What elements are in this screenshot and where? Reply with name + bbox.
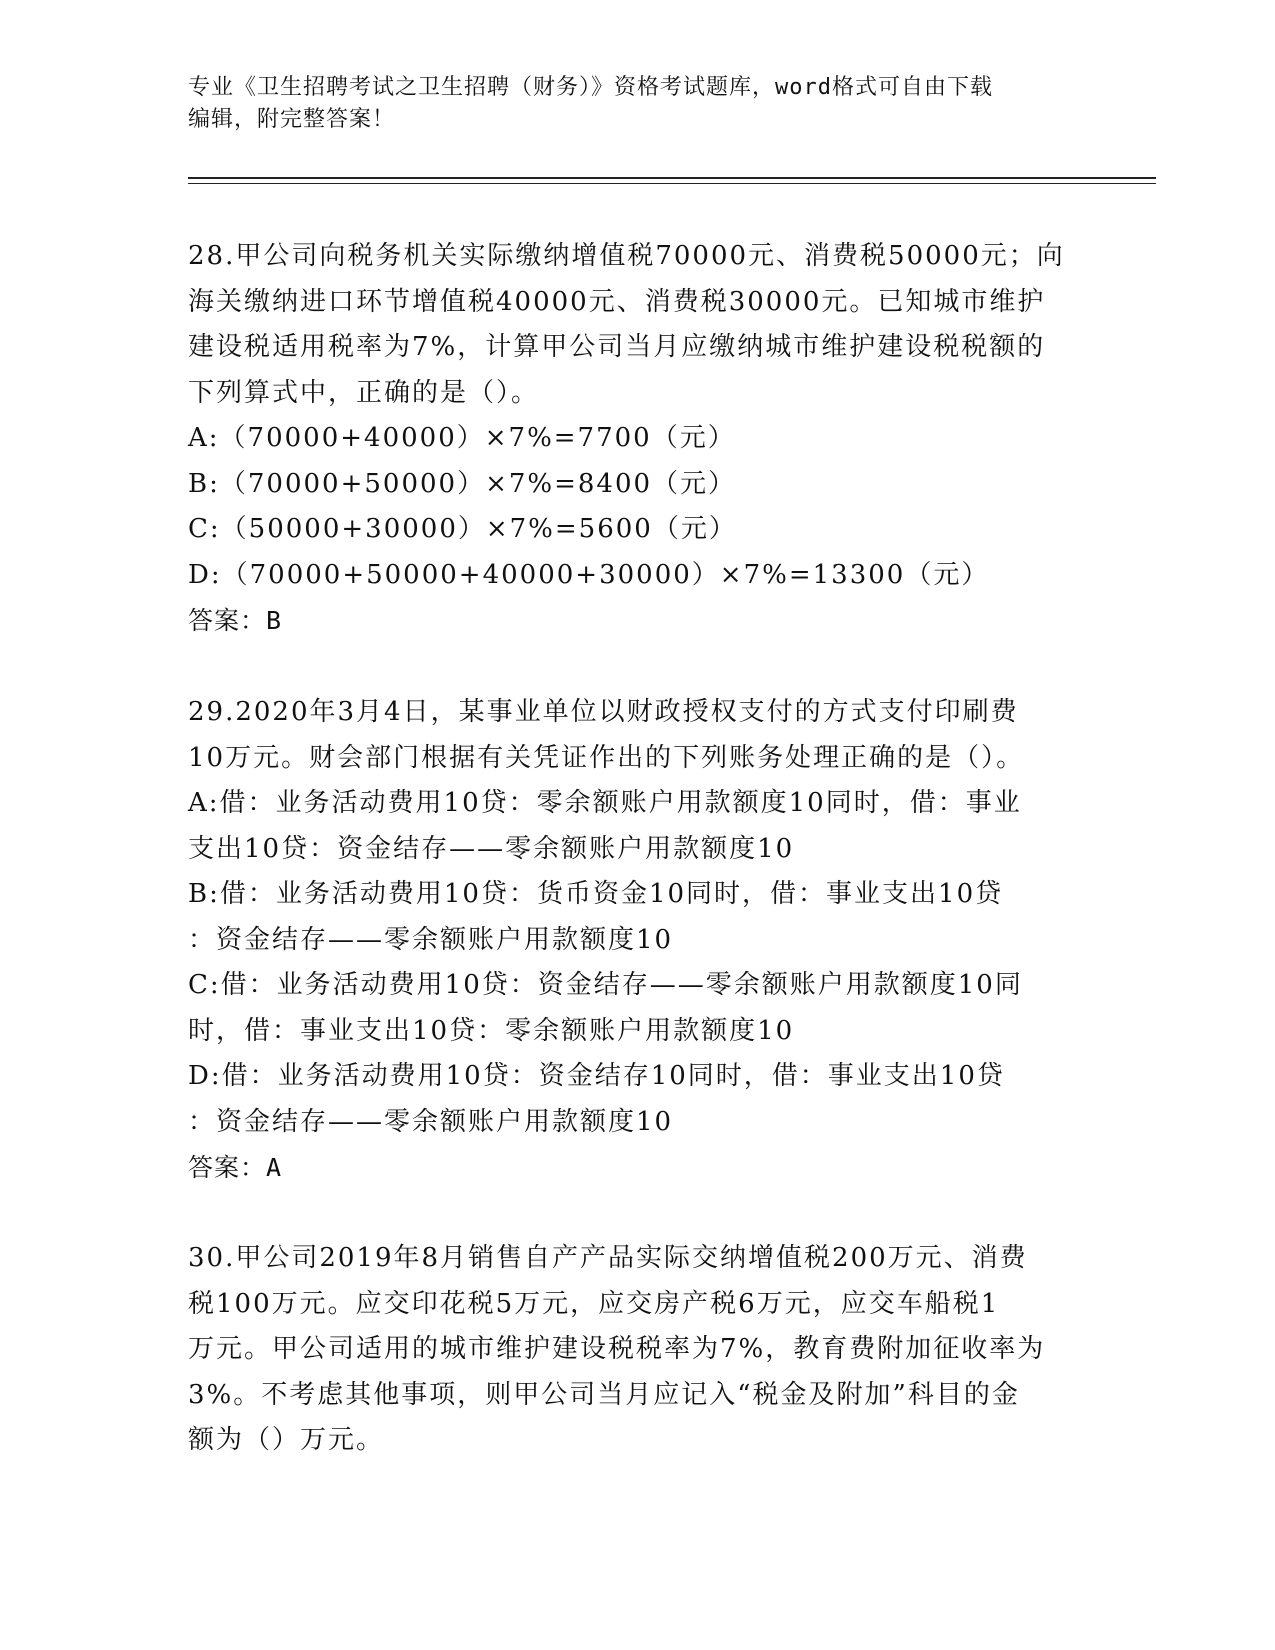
header-line: 专业《卫生招聘考试之卫生招聘（财务）》资格考试题库，word格式可自由下载 [188, 75, 993, 100]
option-d: D:（70000+50000+40000+30000）×7%=13300（元） [188, 559, 990, 590]
option-line: D:借：业务活动费用10贷：资金结存10同时，借：事业支出10贷 [188, 1061, 1005, 1091]
option-a: A:（70000+40000）×7%=7700（元） [188, 423, 736, 453]
question-stem-line: 29.2020年3月4日，某事业单位以财政授权支付的方式支付印刷费 [188, 697, 1019, 727]
option-b: B:（70000+50000）×7%=8400（元） [188, 468, 737, 499]
question-28 [188, 234, 1088, 644]
question-30 [188, 1236, 1088, 1464]
answer-line: 答案：A [188, 1153, 283, 1182]
question-29 [188, 690, 1088, 1191]
option-line: 时，借：事业支出10贷：零余额账户用款额度10 [188, 1015, 795, 1046]
option-line: A:借：业务活动费用10贷：零余额账户用款额度10同时，借：事业 [188, 788, 1022, 818]
option-line: C:借：业务活动费用10贷：资金结存——零余额账户用款额度10同 [188, 970, 1023, 1000]
question-stem-line: 额为（）万元。 [188, 1425, 385, 1455]
header-divider-thin [188, 183, 1156, 184]
header-line: 编辑，附完整答案！ [188, 107, 396, 132]
question-stem-line: 28.甲公司向税务机关实际缴纳增值税70000元、消费税50000元；向 [188, 241, 1065, 271]
question-stem-line: 下列算式中，正确的是（）。 [188, 377, 540, 408]
header-divider [188, 177, 1156, 179]
question-stem-line: 万元。甲公司适用的城市维护建设税税率为7%，教育费附加征收率为 [188, 1334, 1046, 1364]
option-line: 支出10贷：资金结存——零余额账户用款额度10 [188, 833, 795, 864]
answer-line: 答案：B [188, 606, 283, 635]
option-line: ：资金结存——零余额账户用款额度10 [188, 924, 674, 955]
question-stem-line: 税100万元。应交印花税5万元，应交房产税6万元，应交车船税1 [188, 1288, 1000, 1319]
option-c: C:（50000+30000）×7%=5600（元） [188, 514, 737, 544]
question-stem-line: 海关缴纳进口环节增值税40000元、消费税30000元。已知城市维护 [188, 286, 1046, 317]
question-stem-line: 3%。不考虑其他事项，则甲公司当月应记入“税金及附加”科目的金 [188, 1379, 1020, 1410]
question-stem-line: 10万元。财会部门根据有关凭证作出的下列账务处理正确的是（）。 [188, 742, 1025, 773]
option-line: B:借：业务活动费用10贷：货币资金10同时，借：事业支出10贷 [188, 879, 1004, 909]
question-stem-line: 建设税适用税率为7%，计算甲公司当月应缴纳城市维护建设税税额的 [188, 332, 1046, 362]
question-stem-line: 30.甲公司2019年8月销售自产产品实际交纳增值税200万元、消费 [188, 1243, 1028, 1273]
option-line: ：资金结存——零余额账户用款额度10 [188, 1106, 674, 1137]
document-header [188, 72, 1088, 136]
